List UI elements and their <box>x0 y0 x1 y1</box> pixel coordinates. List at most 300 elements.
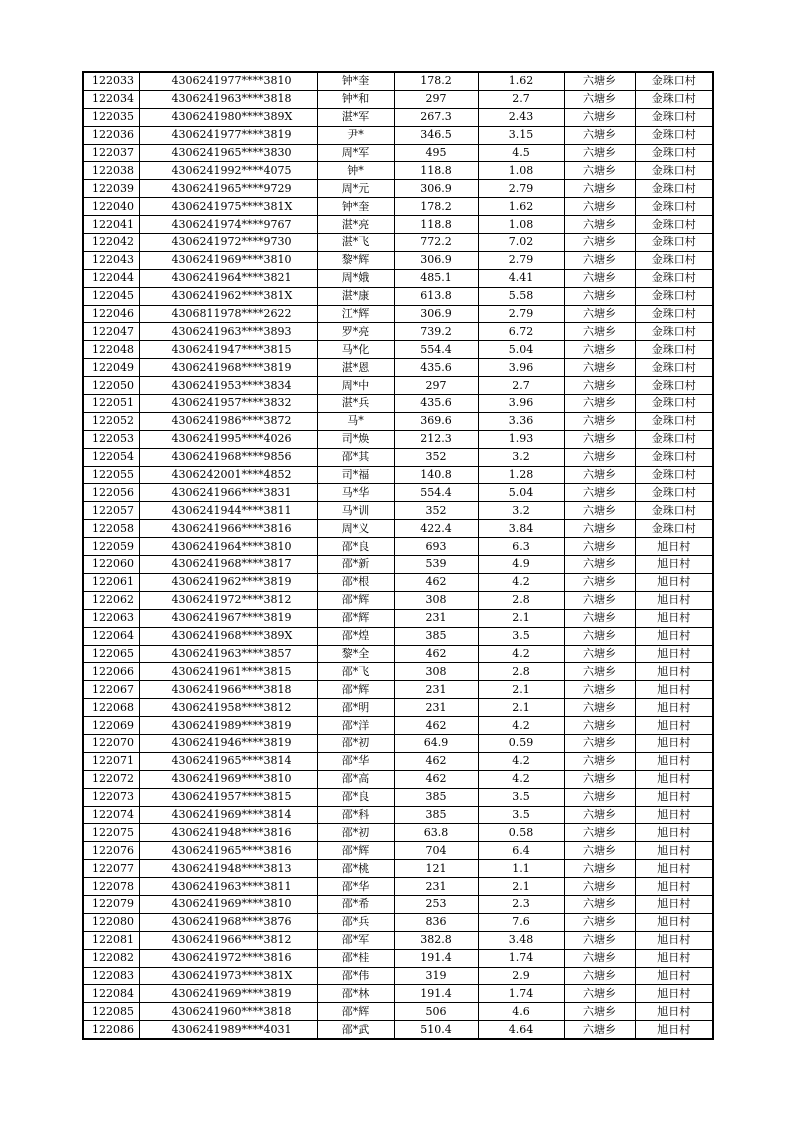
name-cell: 邵*辉 <box>317 591 394 609</box>
id-number-cell: 4306241957****3832 <box>139 395 317 413</box>
table-row <box>83 663 713 681</box>
name-cell: 邵*辉 <box>317 1003 394 1021</box>
name-cell: 马*训 <box>317 502 394 520</box>
table-row <box>83 484 713 502</box>
table-row <box>83 770 713 788</box>
table-row <box>83 967 713 985</box>
township-cell: 六塘乡 <box>564 341 635 359</box>
table-row <box>83 895 713 913</box>
id-number-cell: 4306241977****3819 <box>139 126 317 144</box>
table-row <box>83 341 713 359</box>
name-cell: 邵*辉 <box>317 609 394 627</box>
name-cell: 邵*明 <box>317 699 394 717</box>
township-cell: 六塘乡 <box>564 466 635 484</box>
table-row <box>83 842 713 860</box>
amount-cell: 613.8 <box>394 287 478 305</box>
amount-cell: 308 <box>394 663 478 681</box>
name-cell: 邵*兵 <box>317 913 394 931</box>
table-row <box>83 717 713 735</box>
amount-cell: 352 <box>394 448 478 466</box>
table-row <box>83 913 713 931</box>
area-cell: 5.58 <box>478 287 564 305</box>
area-cell: 1.62 <box>478 198 564 216</box>
id-number-cell: 4306241969****3819 <box>139 985 317 1003</box>
serial-number-cell: 122045 <box>83 287 139 305</box>
township-cell: 六塘乡 <box>564 699 635 717</box>
area-cell: 6.4 <box>478 842 564 860</box>
area-cell: 3.2 <box>478 448 564 466</box>
name-cell: 邵*初 <box>317 734 394 752</box>
id-number-cell: 4306241969****3814 <box>139 806 317 824</box>
id-number-cell: 4306241966****3812 <box>139 931 317 949</box>
area-cell: 4.41 <box>478 269 564 287</box>
serial-number-cell: 122081 <box>83 931 139 949</box>
area-cell: 2.3 <box>478 895 564 913</box>
amount-cell: 772.2 <box>394 234 478 252</box>
name-cell: 钟*和 <box>317 90 394 108</box>
table-row <box>83 931 713 949</box>
id-number-cell: 4306241972****3812 <box>139 591 317 609</box>
area-cell: 5.04 <box>478 341 564 359</box>
amount-cell: 63.8 <box>394 824 478 842</box>
amount-cell: 462 <box>394 645 478 663</box>
name-cell: 邵*军 <box>317 931 394 949</box>
table-row <box>83 251 713 269</box>
area-cell: 2.79 <box>478 251 564 269</box>
table-row <box>83 72 713 90</box>
id-number-cell: 4306241967****3819 <box>139 609 317 627</box>
village-cell: 旭日村 <box>635 770 713 788</box>
village-cell: 金珠口村 <box>635 323 713 341</box>
id-number-cell: 4306241989****3819 <box>139 717 317 735</box>
area-cell: 2.8 <box>478 591 564 609</box>
name-cell: 邵*华 <box>317 878 394 896</box>
table-row <box>83 90 713 108</box>
name-cell: 邵*武 <box>317 1021 394 1039</box>
table-row <box>83 108 713 126</box>
township-cell: 六塘乡 <box>564 734 635 752</box>
township-cell: 六塘乡 <box>564 484 635 502</box>
area-cell: 1.93 <box>478 430 564 448</box>
name-cell: 司*福 <box>317 466 394 484</box>
township-cell: 六塘乡 <box>564 860 635 878</box>
serial-number-cell: 122034 <box>83 90 139 108</box>
amount-cell: 297 <box>394 377 478 395</box>
village-cell: 旭日村 <box>635 788 713 806</box>
amount-cell: 191.4 <box>394 985 478 1003</box>
township-cell: 六塘乡 <box>564 752 635 770</box>
table-row <box>83 377 713 395</box>
village-cell: 旭日村 <box>635 985 713 1003</box>
table-row <box>83 520 713 538</box>
village-cell: 旭日村 <box>635 1021 713 1039</box>
township-cell: 六塘乡 <box>564 430 635 448</box>
area-cell: 0.59 <box>478 734 564 752</box>
area-cell: 7.6 <box>478 913 564 931</box>
village-cell: 金珠口村 <box>635 144 713 162</box>
area-cell: 2.79 <box>478 305 564 323</box>
serial-number-cell: 122085 <box>83 1003 139 1021</box>
amount-cell: 836 <box>394 913 478 931</box>
name-cell: 邵*飞 <box>317 663 394 681</box>
village-cell: 旭日村 <box>635 895 713 913</box>
amount-cell: 422.4 <box>394 520 478 538</box>
serial-number-cell: 122035 <box>83 108 139 126</box>
serial-number-cell: 122082 <box>83 949 139 967</box>
serial-number-cell: 122060 <box>83 556 139 574</box>
table-row <box>83 985 713 1003</box>
township-cell: 六塘乡 <box>564 717 635 735</box>
name-cell: 周*义 <box>317 520 394 538</box>
table-row <box>83 806 713 824</box>
village-cell: 旭日村 <box>635 627 713 645</box>
name-cell: 邵*洋 <box>317 717 394 735</box>
amount-cell: 178.2 <box>394 198 478 216</box>
area-cell: 5.04 <box>478 484 564 502</box>
amount-cell: 539 <box>394 556 478 574</box>
table-row <box>83 448 713 466</box>
serial-number-cell: 122078 <box>83 878 139 896</box>
village-cell: 旭日村 <box>635 699 713 717</box>
serial-number-cell: 122071 <box>83 752 139 770</box>
serial-number-cell: 122043 <box>83 251 139 269</box>
amount-cell: 231 <box>394 878 478 896</box>
village-cell: 金珠口村 <box>635 126 713 144</box>
id-number-cell: 4306241947****3815 <box>139 341 317 359</box>
table-row <box>83 180 713 198</box>
table-row <box>83 395 713 413</box>
name-cell: 邵*桃 <box>317 860 394 878</box>
area-cell: 1.74 <box>478 949 564 967</box>
township-cell: 六塘乡 <box>564 842 635 860</box>
township-cell: 六塘乡 <box>564 967 635 985</box>
amount-cell: 64.9 <box>394 734 478 752</box>
amount-cell: 306.9 <box>394 180 478 198</box>
name-cell: 湛*兵 <box>317 395 394 413</box>
table-row <box>83 359 713 377</box>
village-cell: 旭日村 <box>635 1003 713 1021</box>
serial-number-cell: 122054 <box>83 448 139 466</box>
amount-cell: 212.3 <box>394 430 478 448</box>
amount-cell: 554.4 <box>394 341 478 359</box>
table-row <box>83 126 713 144</box>
amount-cell: 554.4 <box>394 484 478 502</box>
serial-number-cell: 122047 <box>83 323 139 341</box>
village-cell: 旭日村 <box>635 609 713 627</box>
id-number-cell: 4306241962****3819 <box>139 573 317 591</box>
village-cell: 旭日村 <box>635 842 713 860</box>
township-cell: 六塘乡 <box>564 931 635 949</box>
township-cell: 六塘乡 <box>564 144 635 162</box>
township-cell: 六塘乡 <box>564 198 635 216</box>
id-number-cell: 4306241966****3816 <box>139 520 317 538</box>
serial-number-cell: 122086 <box>83 1021 139 1039</box>
id-number-cell: 4306241965****3814 <box>139 752 317 770</box>
village-cell: 金珠口村 <box>635 520 713 538</box>
name-cell: 邵*其 <box>317 448 394 466</box>
area-cell: 1.1 <box>478 860 564 878</box>
name-cell: 马*化 <box>317 341 394 359</box>
table-row <box>83 860 713 878</box>
id-number-cell: 4306241957****3815 <box>139 788 317 806</box>
serial-number-cell: 122077 <box>83 860 139 878</box>
name-cell: 黎*辉 <box>317 251 394 269</box>
township-cell: 六塘乡 <box>564 788 635 806</box>
table-row <box>83 198 713 216</box>
amount-cell: 346.5 <box>394 126 478 144</box>
village-cell: 旭日村 <box>635 717 713 735</box>
village-cell: 金珠口村 <box>635 448 713 466</box>
id-number-cell: 4306241980****389X <box>139 108 317 126</box>
table-row <box>83 645 713 663</box>
township-cell: 六塘乡 <box>564 448 635 466</box>
name-cell: 邵*新 <box>317 556 394 574</box>
serial-number-cell: 122076 <box>83 842 139 860</box>
id-number-cell: 4306241974****9767 <box>139 216 317 234</box>
township-cell: 六塘乡 <box>564 108 635 126</box>
table-row <box>83 699 713 717</box>
township-cell: 六塘乡 <box>564 556 635 574</box>
id-number-cell: 4306241965****3830 <box>139 144 317 162</box>
serial-number-cell: 122042 <box>83 234 139 252</box>
amount-cell: 308 <box>394 591 478 609</box>
serial-number-cell: 122058 <box>83 520 139 538</box>
township-cell: 六塘乡 <box>564 287 635 305</box>
serial-number-cell: 122040 <box>83 198 139 216</box>
amount-cell: 231 <box>394 609 478 627</box>
area-cell: 4.5 <box>478 144 564 162</box>
id-number-cell: 4306241972****3816 <box>139 949 317 967</box>
serial-number-cell: 122057 <box>83 502 139 520</box>
id-number-cell: 4306241948****3816 <box>139 824 317 842</box>
table-row <box>83 502 713 520</box>
id-number-cell: 4306241960****3818 <box>139 1003 317 1021</box>
name-cell: 周*元 <box>317 180 394 198</box>
township-cell: 六塘乡 <box>564 359 635 377</box>
serial-number-cell: 122052 <box>83 412 139 430</box>
village-cell: 旭日村 <box>635 663 713 681</box>
amount-cell: 297 <box>394 90 478 108</box>
area-cell: 2.1 <box>478 609 564 627</box>
village-cell: 金珠口村 <box>635 377 713 395</box>
area-cell: 4.2 <box>478 573 564 591</box>
name-cell: 罗*亮 <box>317 323 394 341</box>
serial-number-cell: 122066 <box>83 663 139 681</box>
table-row <box>83 1003 713 1021</box>
amount-cell: 319 <box>394 967 478 985</box>
township-cell: 六塘乡 <box>564 216 635 234</box>
township-cell: 六塘乡 <box>564 681 635 699</box>
amount-cell: 369.6 <box>394 412 478 430</box>
id-number-cell: 4306241969****3810 <box>139 895 317 913</box>
amount-cell: 462 <box>394 717 478 735</box>
area-cell: 2.7 <box>478 90 564 108</box>
township-cell: 六塘乡 <box>564 985 635 1003</box>
amount-cell: 121 <box>394 860 478 878</box>
serial-number-cell: 122084 <box>83 985 139 1003</box>
area-cell: 3.48 <box>478 931 564 949</box>
table-row <box>83 824 713 842</box>
name-cell: 钟*奎 <box>317 72 394 90</box>
area-cell: 1.74 <box>478 985 564 1003</box>
village-cell: 旭日村 <box>635 752 713 770</box>
township-cell: 六塘乡 <box>564 770 635 788</box>
village-cell: 金珠口村 <box>635 162 713 180</box>
township-cell: 六塘乡 <box>564 126 635 144</box>
name-cell: 邵*辉 <box>317 842 394 860</box>
name-cell: 周*中 <box>317 377 394 395</box>
serial-number-cell: 122073 <box>83 788 139 806</box>
id-number-cell: 4306241986****3872 <box>139 412 317 430</box>
name-cell: 周*军 <box>317 144 394 162</box>
area-cell: 2.8 <box>478 663 564 681</box>
name-cell: 邵*华 <box>317 752 394 770</box>
id-number-cell: 4306811978****2622 <box>139 305 317 323</box>
township-cell: 六塘乡 <box>564 395 635 413</box>
village-cell: 金珠口村 <box>635 466 713 484</box>
table-row <box>83 734 713 752</box>
id-number-cell: 4306242001****4852 <box>139 466 317 484</box>
name-cell: 邵*科 <box>317 806 394 824</box>
village-cell: 旭日村 <box>635 824 713 842</box>
table-row <box>83 609 713 627</box>
serial-number-cell: 122055 <box>83 466 139 484</box>
table-row <box>83 269 713 287</box>
table-row <box>83 323 713 341</box>
id-number-cell: 4306241966****3818 <box>139 681 317 699</box>
village-cell: 旭日村 <box>635 538 713 556</box>
serial-number-cell: 122074 <box>83 806 139 824</box>
table-row <box>83 287 713 305</box>
amount-cell: 495 <box>394 144 478 162</box>
amount-cell: 510.4 <box>394 1021 478 1039</box>
amount-cell: 435.6 <box>394 395 478 413</box>
village-cell: 金珠口村 <box>635 305 713 323</box>
area-cell: 2.79 <box>478 180 564 198</box>
township-cell: 六塘乡 <box>564 251 635 269</box>
name-cell: 湛*亮 <box>317 216 394 234</box>
township-cell: 六塘乡 <box>564 627 635 645</box>
amount-cell: 385 <box>394 806 478 824</box>
id-number-cell: 4306241965****3816 <box>139 842 317 860</box>
table-row <box>83 627 713 645</box>
amount-cell: 267.3 <box>394 108 478 126</box>
table-row <box>83 878 713 896</box>
amount-cell: 231 <box>394 681 478 699</box>
village-cell: 金珠口村 <box>635 484 713 502</box>
name-cell: 邵*良 <box>317 538 394 556</box>
area-cell: 3.2 <box>478 502 564 520</box>
serial-number-cell: 122048 <box>83 341 139 359</box>
village-cell: 旭日村 <box>635 645 713 663</box>
township-cell: 六塘乡 <box>564 663 635 681</box>
serial-number-cell: 122080 <box>83 913 139 931</box>
id-number-cell: 4306241948****3813 <box>139 860 317 878</box>
table-row <box>83 949 713 967</box>
village-cell: 金珠口村 <box>635 412 713 430</box>
serial-number-cell: 122049 <box>83 359 139 377</box>
serial-number-cell: 122067 <box>83 681 139 699</box>
amount-cell: 118.8 <box>394 216 478 234</box>
serial-number-cell: 122056 <box>83 484 139 502</box>
amount-cell: 140.8 <box>394 466 478 484</box>
village-cell: 金珠口村 <box>635 72 713 90</box>
area-cell: 3.5 <box>478 806 564 824</box>
village-cell: 旭日村 <box>635 878 713 896</box>
area-cell: 2.7 <box>478 377 564 395</box>
serial-number-cell: 122059 <box>83 538 139 556</box>
serial-number-cell: 122070 <box>83 734 139 752</box>
name-cell: 钟* <box>317 162 394 180</box>
name-cell: 邵*初 <box>317 824 394 842</box>
amount-cell: 704 <box>394 842 478 860</box>
area-cell: 3.5 <box>478 788 564 806</box>
name-cell: 邵*希 <box>317 895 394 913</box>
name-cell: 江*辉 <box>317 305 394 323</box>
name-cell: 马* <box>317 412 394 430</box>
serial-number-cell: 122062 <box>83 591 139 609</box>
amount-cell: 178.2 <box>394 72 478 90</box>
amount-cell: 462 <box>394 573 478 591</box>
village-cell: 金珠口村 <box>635 341 713 359</box>
name-cell: 湛*飞 <box>317 234 394 252</box>
id-number-cell: 4306241989****4031 <box>139 1021 317 1039</box>
serial-number-cell: 122046 <box>83 305 139 323</box>
id-number-cell: 4306241966****3831 <box>139 484 317 502</box>
id-number-cell: 4306241992****4075 <box>139 162 317 180</box>
village-cell: 金珠口村 <box>635 234 713 252</box>
village-cell: 金珠口村 <box>635 108 713 126</box>
area-cell: 2.43 <box>478 108 564 126</box>
area-cell: 4.2 <box>478 645 564 663</box>
id-number-cell: 4306241964****3821 <box>139 269 317 287</box>
area-cell: 4.2 <box>478 752 564 770</box>
village-cell: 金珠口村 <box>635 216 713 234</box>
id-number-cell: 4306241968****9856 <box>139 448 317 466</box>
id-number-cell: 4306241968****3819 <box>139 359 317 377</box>
township-cell: 六塘乡 <box>564 234 635 252</box>
township-cell: 六塘乡 <box>564 180 635 198</box>
township-cell: 六塘乡 <box>564 412 635 430</box>
township-cell: 六塘乡 <box>564 305 635 323</box>
area-cell: 3.96 <box>478 395 564 413</box>
serial-number-cell: 122069 <box>83 717 139 735</box>
table-row <box>83 466 713 484</box>
name-cell: 邵*根 <box>317 573 394 591</box>
id-number-cell: 4306241972****9730 <box>139 234 317 252</box>
id-number-cell: 4306241965****9729 <box>139 180 317 198</box>
id-number-cell: 4306241961****3815 <box>139 663 317 681</box>
id-number-cell: 4306241962****381X <box>139 287 317 305</box>
amount-cell: 118.8 <box>394 162 478 180</box>
amount-cell: 385 <box>394 788 478 806</box>
serial-number-cell: 122068 <box>83 699 139 717</box>
village-cell: 旭日村 <box>635 591 713 609</box>
name-cell: 钟*奎 <box>317 198 394 216</box>
id-number-cell: 4306241969****3810 <box>139 251 317 269</box>
serial-number-cell: 122053 <box>83 430 139 448</box>
amount-cell: 231 <box>394 699 478 717</box>
area-cell: 1.28 <box>478 466 564 484</box>
amount-cell: 506 <box>394 1003 478 1021</box>
township-cell: 六塘乡 <box>564 895 635 913</box>
township-cell: 六塘乡 <box>564 538 635 556</box>
serial-number-cell: 122036 <box>83 126 139 144</box>
serial-number-cell: 122072 <box>83 770 139 788</box>
serial-number-cell: 122051 <box>83 395 139 413</box>
amount-cell: 382.8 <box>394 931 478 949</box>
serial-number-cell: 122061 <box>83 573 139 591</box>
